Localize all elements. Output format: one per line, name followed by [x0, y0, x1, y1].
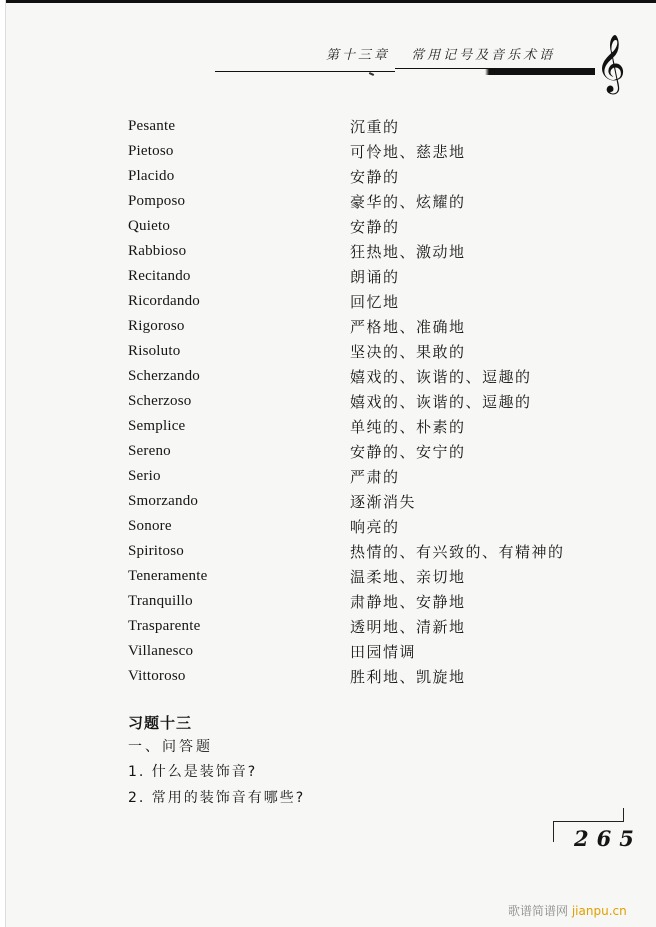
italian-term: Scherzoso [128, 393, 192, 409]
chinese-meaning: 朗诵的 [350, 268, 400, 286]
chinese-meaning: 严格地、准确地 [350, 318, 466, 336]
chinese-meaning: 温柔地、亲切地 [350, 568, 466, 586]
italian-term: Spiritoso [128, 543, 184, 559]
chinese-meaning: 肃静地、安静地 [350, 593, 466, 611]
page-number: 265 [574, 826, 642, 851]
music-terms-list [128, 114, 598, 689]
chinese-meaning: 坚决的、果敢的 [350, 343, 466, 361]
italian-term: Villanesco [128, 643, 194, 659]
term-row [128, 339, 598, 364]
term-row [128, 639, 598, 664]
italian-term: Sonore [128, 518, 172, 534]
term-row [128, 364, 598, 389]
italian-term: Sereno [128, 443, 171, 459]
italian-term: Recitando [128, 268, 191, 284]
italian-term: Pesante [128, 118, 176, 134]
term-row [128, 239, 598, 264]
term-row [128, 614, 598, 639]
term-row [128, 464, 598, 489]
italian-term: Rigoroso [128, 318, 185, 334]
term-row [128, 389, 598, 414]
header-rule-bold [395, 68, 595, 75]
chapter-label: 第十三章 [326, 48, 391, 63]
exercise-section [128, 712, 305, 813]
term-row [128, 564, 598, 589]
italian-term: Serio [128, 468, 161, 484]
exercise-question: 2. 常用的装饰音有哪些? [128, 790, 306, 806]
chinese-meaning: 可怜地、慈悲地 [350, 143, 466, 161]
term-row [128, 589, 598, 614]
italian-term: Tranquillo [128, 593, 193, 609]
watermark-url: jianpu.cn [571, 904, 627, 918]
term-row [128, 139, 598, 164]
chinese-meaning: 田园情调 [350, 643, 417, 661]
chinese-meaning: 热情的、有兴致的、有精神的 [350, 543, 565, 561]
term-row [128, 314, 598, 339]
treble-clef-icon: 𝄞 [596, 34, 626, 92]
italian-term: Vittoroso [128, 668, 186, 684]
exercise-section-heading: 一、问答题 [128, 739, 213, 755]
italian-term: Ricordando [128, 293, 200, 309]
italian-term: Placido [128, 168, 175, 184]
term-row [128, 664, 598, 689]
italian-term: Rabbioso [128, 243, 187, 259]
chinese-meaning: 回忆地 [350, 293, 400, 311]
chinese-meaning: 安静的 [350, 218, 400, 236]
term-row [128, 189, 598, 214]
italian-term: Pietoso [128, 143, 174, 159]
term-row [128, 514, 598, 539]
chinese-meaning: 安静的、安宁的 [350, 443, 466, 461]
term-row [128, 439, 598, 464]
header-tick-mark [369, 72, 374, 76]
running-header [326, 44, 555, 63]
chinese-meaning: 响亮的 [350, 518, 400, 536]
italian-term: Smorzando [128, 493, 199, 509]
term-row [128, 489, 598, 514]
exercise-question: 1. 什么是装饰音? [128, 764, 258, 780]
italian-term: Quieto [128, 218, 171, 234]
page-number-frame-tick [623, 808, 624, 822]
watermark-site-name: 歌谱简谱网 [508, 904, 569, 918]
term-row [128, 164, 598, 189]
chinese-meaning: 安静的 [350, 168, 400, 186]
italian-term: Trasparente [128, 618, 201, 634]
italian-term: Scherzando [128, 368, 200, 384]
term-row [128, 214, 598, 239]
italian-term: Semplice [128, 418, 186, 434]
exercise-title: 习题十三 [128, 714, 193, 732]
chinese-meaning: 豪华的、炫耀的 [350, 193, 466, 211]
watermark [508, 902, 627, 919]
chinese-meaning: 逐渐消失 [350, 493, 417, 511]
italian-term: Risoluto [128, 343, 181, 359]
chinese-meaning: 嬉戏的、诙谐的、逗趣的 [350, 368, 532, 386]
chinese-meaning: 沉重的 [350, 118, 400, 136]
term-row [128, 539, 598, 564]
chapter-title: 常用记号及音乐术语 [411, 48, 556, 63]
chinese-meaning: 嬉戏的、诙谐的、逗趣的 [350, 393, 532, 411]
chinese-meaning: 透明地、清新地 [350, 618, 466, 636]
chinese-meaning: 狂热地、激动地 [350, 243, 466, 261]
chinese-meaning: 严肃的 [350, 468, 400, 486]
term-row [128, 414, 598, 439]
italian-term: Pomposo [128, 193, 186, 209]
term-row [128, 289, 598, 314]
chinese-meaning: 单纯的、朴素的 [350, 418, 466, 436]
term-row [128, 264, 598, 289]
italian-term: Teneramente [128, 568, 208, 584]
page-top-border [0, 0, 656, 3]
term-row [128, 114, 598, 139]
page-left-margin [0, 0, 6, 927]
chinese-meaning: 胜利地、凯旋地 [350, 668, 466, 686]
